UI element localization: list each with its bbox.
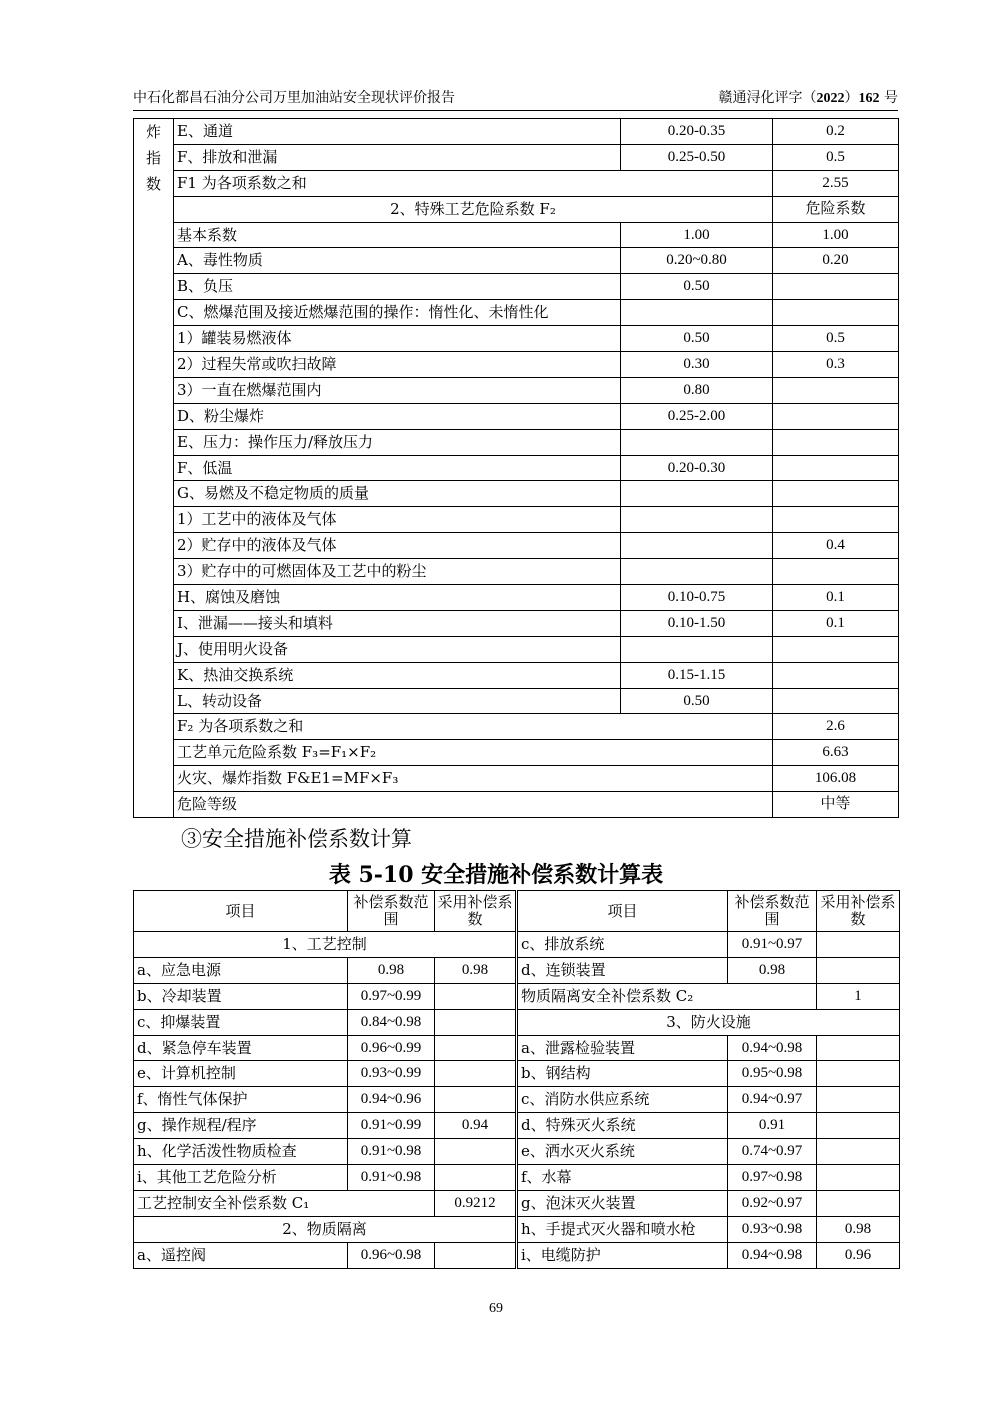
page-header <box>133 86 898 111</box>
table-row <box>134 455 899 481</box>
measure-range: 0.94~0.97 <box>728 1087 817 1113</box>
table-row <box>134 740 899 766</box>
measure-adopted <box>817 1113 900 1139</box>
table-row <box>134 119 899 145</box>
table-row <box>134 1009 900 1035</box>
table-row <box>134 1035 900 1061</box>
coefficient-range: 0.50 <box>621 274 773 300</box>
table-row <box>134 688 899 714</box>
coefficient-range: 0.10-1.50 <box>621 610 773 636</box>
measure-adopted <box>435 1009 517 1035</box>
measure-range: 0.91 <box>728 1113 817 1139</box>
item-name: L、转动设备 <box>174 688 621 714</box>
measure-name: b、钢结构 <box>517 1061 728 1087</box>
measure-adopted <box>435 1165 517 1191</box>
item-name: 2）贮存中的液体及气体 <box>174 533 621 559</box>
measure-name: h、化学活泼性物质检查 <box>134 1139 348 1165</box>
table-row <box>134 144 899 170</box>
measure-name: c、抑爆装置 <box>134 1009 348 1035</box>
measure-range: 0.95~0.98 <box>728 1061 817 1087</box>
measure-name: g、泡沫灭火装置 <box>517 1190 728 1216</box>
measure-name: d、连锁装置 <box>517 957 728 983</box>
measure-adopted <box>435 1087 517 1113</box>
table-row <box>134 377 899 403</box>
coefficient-value: 0.5 <box>773 326 899 352</box>
item-name: 2）过程失常或吹扫故障 <box>174 352 621 378</box>
table-row <box>134 222 899 248</box>
coefficient-value <box>773 481 899 507</box>
coefficient-range: 0.20-0.35 <box>621 119 773 145</box>
table-row <box>134 792 899 818</box>
measure-name: i、其他工艺危险分析 <box>134 1165 348 1191</box>
coefficient-value <box>773 507 899 533</box>
measure-adopted <box>435 1061 517 1087</box>
measure-range: 0.84~0.98 <box>348 1009 435 1035</box>
table-row <box>134 274 899 300</box>
coefficient-range: 0.80 <box>621 377 773 403</box>
coefficient-value <box>773 377 899 403</box>
measure-name: d、特殊灭火系统 <box>517 1113 728 1139</box>
measure-range: 0.91~0.99 <box>348 1113 435 1139</box>
measure-adopted <box>817 1139 900 1165</box>
coefficient-range <box>621 507 773 533</box>
table-row <box>134 300 899 326</box>
item-name: 3）贮存中的可燃固体及工艺中的粉尘 <box>174 559 621 585</box>
measure-adopted <box>817 1061 900 1087</box>
measure-range: 0.94~0.98 <box>728 1242 817 1268</box>
coefficient-range: 0.30 <box>621 352 773 378</box>
measure-range: 0.94~0.96 <box>348 1087 435 1113</box>
measure-adopted <box>435 1139 517 1165</box>
table-row <box>134 429 899 455</box>
item-name: B、负压 <box>174 274 621 300</box>
measure-range: 0.91~0.98 <box>348 1139 435 1165</box>
item-name: C、燃爆范围及接近燃爆范围的操作：惰性化、未惰性化 <box>174 300 621 326</box>
item-name: F、排放和泄漏 <box>174 144 621 170</box>
header-item: 项目 <box>517 891 728 932</box>
table-row <box>134 1190 900 1216</box>
item-name: 1）工艺中的液体及气体 <box>174 507 621 533</box>
table-row <box>134 585 899 611</box>
coefficient-value: 0.2 <box>773 119 899 145</box>
measure-adopted <box>435 983 517 1009</box>
measure-range: 0.91~0.98 <box>348 1165 435 1191</box>
header-range: 补偿系数范围 <box>348 891 435 932</box>
item-name: E、通道 <box>174 119 621 145</box>
table-row <box>134 610 899 636</box>
table-row <box>134 636 899 662</box>
table-row <box>134 481 899 507</box>
measure-name: g、操作规程/程序 <box>134 1113 348 1139</box>
measure-adopted <box>435 1242 517 1268</box>
measure-adopted: 0.94 <box>435 1113 517 1139</box>
coefficient-value <box>773 300 899 326</box>
item-name: H、腐蚀及磨蚀 <box>174 585 621 611</box>
header-item: 项目 <box>134 891 348 932</box>
coefficient-value: 1.00 <box>773 222 899 248</box>
coefficient-value: 2.6 <box>773 714 899 740</box>
coefficient-value: 106.08 <box>773 766 899 792</box>
coefficient-range: 0.20~0.80 <box>621 248 773 274</box>
measure-name: a、遥控阀 <box>134 1242 348 1268</box>
item-name: F、低温 <box>174 455 621 481</box>
safety-compensation-table <box>133 890 900 1269</box>
table-row <box>134 662 899 688</box>
coefficient-value: 中等 <box>773 792 899 818</box>
side-label-char: 数 <box>145 175 161 193</box>
measure-adopted: 0.96 <box>817 1242 900 1268</box>
table-row <box>134 170 899 196</box>
header-range: 补偿系数范围 <box>728 891 817 932</box>
coefficient-range <box>621 481 773 507</box>
item-name: G、易燃及不稳定物质的质量 <box>174 481 621 507</box>
coefficient-value <box>773 559 899 585</box>
group-heading: 3、防火设施 <box>517 1009 900 1035</box>
group-heading: 1、工艺控制 <box>134 932 517 958</box>
subtotal-label: 物质隔离安全补偿系数 C₂ <box>517 983 817 1009</box>
measure-name: h、手提式灭火器和喷水枪 <box>517 1216 728 1242</box>
table-row <box>134 352 899 378</box>
coefficient-value <box>773 403 899 429</box>
table-row <box>134 1061 900 1087</box>
measure-adopted <box>435 1035 517 1061</box>
measure-name: c、消防水供应系统 <box>517 1087 728 1113</box>
measure-range: 0.94~0.98 <box>728 1035 817 1061</box>
coefficient-range <box>621 533 773 559</box>
item-name: I、泄漏——接头和填料 <box>174 610 621 636</box>
report-title: 中石化都昌石油分公司万里加油站安全现状评价报告 <box>133 90 455 106</box>
coefficient-value: 0.20 <box>773 248 899 274</box>
page-number: 69 <box>489 1301 503 1316</box>
item-name: 火灾、爆炸指数 F&E1=MF×F₃ <box>174 766 773 792</box>
coefficient-range <box>621 559 773 585</box>
coefficient-value: 危险系数 <box>773 196 899 222</box>
measure-range: 0.97~0.99 <box>348 983 435 1009</box>
report-number: 赣通浔化评字（2022）162 号 <box>718 90 898 106</box>
fire-explosion-index-table <box>133 118 899 818</box>
measure-adopted: 0.98 <box>817 1216 900 1242</box>
table-row <box>134 1139 900 1165</box>
measure-name: e、计算机控制 <box>134 1061 348 1087</box>
measure-range: 0.97~0.98 <box>728 1165 817 1191</box>
table-row <box>134 248 899 274</box>
section-title: ③安全措施补偿系数计算 <box>181 827 412 851</box>
measure-range: 0.74~0.97 <box>728 1139 817 1165</box>
measure-name: e、洒水灭火系统 <box>517 1139 728 1165</box>
coefficient-value <box>773 636 899 662</box>
table-row <box>134 1087 900 1113</box>
coefficient-range: 0.15-1.15 <box>621 662 773 688</box>
measure-range: 0.98 <box>348 957 435 983</box>
coefficient-value <box>773 274 899 300</box>
item-name: 2、特殊工艺危险系数 F₂ <box>174 196 773 222</box>
item-name: K、热油交换系统 <box>174 662 621 688</box>
measure-range: 0.91~0.97 <box>728 932 817 958</box>
coefficient-range <box>621 636 773 662</box>
table-row <box>134 1165 900 1191</box>
subtotal-label: 工艺控制安全补偿系数 C₁ <box>134 1190 435 1216</box>
measure-name: d、紧急停车装置 <box>134 1035 348 1061</box>
measure-name: b、冷却装置 <box>134 983 348 1009</box>
coefficient-range: 0.25-0.50 <box>621 144 773 170</box>
measure-range: 0.93~0.98 <box>728 1216 817 1242</box>
coefficient-value: 0.3 <box>773 352 899 378</box>
coefficient-value <box>773 429 899 455</box>
table-row <box>134 957 900 983</box>
measure-adopted: 0.98 <box>435 957 517 983</box>
coefficient-value <box>773 688 899 714</box>
item-name: D、粉尘爆炸 <box>174 403 621 429</box>
item-name: 1）罐装易燃液体 <box>174 326 621 352</box>
measure-name: c、排放系统 <box>517 932 728 958</box>
coefficient-value: 0.1 <box>773 610 899 636</box>
measure-range: 0.96~0.98 <box>348 1242 435 1268</box>
coefficient-range <box>621 429 773 455</box>
measure-adopted <box>817 1087 900 1113</box>
table-row <box>134 403 899 429</box>
item-name: F₂ 为各项系数之和 <box>174 714 773 740</box>
coefficient-value: 0.4 <box>773 533 899 559</box>
coefficient-range: 1.00 <box>621 222 773 248</box>
measure-name: i、电缆防护 <box>517 1242 728 1268</box>
table-row <box>134 766 899 792</box>
header-adopt: 采用补偿系数 <box>817 891 900 932</box>
item-name: 3）一直在燃爆范围内 <box>174 377 621 403</box>
subtotal-value: 0.9212 <box>435 1190 517 1216</box>
coefficient-value <box>773 662 899 688</box>
table-row <box>134 196 899 222</box>
table-row <box>134 1113 900 1139</box>
coefficient-range: 0.10-0.75 <box>621 585 773 611</box>
measure-range: 0.92~0.97 <box>728 1190 817 1216</box>
measure-name: a、泄露检验装置 <box>517 1035 728 1061</box>
side-label-cell <box>134 119 174 818</box>
coefficient-value: 0.5 <box>773 144 899 170</box>
coefficient-value <box>773 455 899 481</box>
measure-range: 0.96~0.99 <box>348 1035 435 1061</box>
coefficient-value: 0.1 <box>773 585 899 611</box>
table-header-row <box>134 891 900 932</box>
table-row <box>134 559 899 585</box>
measure-range: 0.98 <box>728 957 817 983</box>
coefficient-range <box>621 300 773 326</box>
coefficient-range: 0.50 <box>621 326 773 352</box>
table-row <box>134 1216 900 1242</box>
table-row <box>134 533 899 559</box>
coefficient-range: 0.50 <box>621 688 773 714</box>
side-label-char: 炸 <box>145 123 161 141</box>
coefficient-range: 0.25-2.00 <box>621 403 773 429</box>
table-row <box>134 507 899 533</box>
item-name: A、毒性物质 <box>174 248 621 274</box>
item-name: 工艺单元危险系数 F₃=F₁×F₂ <box>174 740 773 766</box>
item-name: E、压力：操作压力/释放压力 <box>174 429 621 455</box>
measure-adopted <box>817 1035 900 1061</box>
item-name: 基本系数 <box>174 222 621 248</box>
measure-name: f、惰性气体保护 <box>134 1087 348 1113</box>
measure-name: f、水幕 <box>517 1165 728 1191</box>
subtotal-value: 1 <box>817 983 900 1009</box>
item-name: F1 为各项系数之和 <box>174 170 773 196</box>
item-name: 危险等级 <box>174 792 773 818</box>
coefficient-range: 0.20-0.30 <box>621 455 773 481</box>
measure-range: 0.93~0.99 <box>348 1061 435 1087</box>
table-row <box>134 714 899 740</box>
table-row <box>134 983 900 1009</box>
table-row <box>134 932 900 958</box>
item-name: J、使用明火设备 <box>174 636 621 662</box>
measure-adopted <box>817 1190 900 1216</box>
coefficient-value: 6.63 <box>773 740 899 766</box>
measure-adopted <box>817 932 900 958</box>
table-caption: 表 5-10 安全措施补偿系数计算表 <box>328 862 664 888</box>
measure-name: a、应急电源 <box>134 957 348 983</box>
measure-adopted <box>817 1165 900 1191</box>
measure-adopted <box>817 957 900 983</box>
header-adopt: 采用补偿系数 <box>435 891 517 932</box>
coefficient-value: 2.55 <box>773 170 899 196</box>
side-label-char: 指 <box>145 149 161 167</box>
table-row <box>134 326 899 352</box>
group-heading: 2、物质隔离 <box>134 1216 517 1242</box>
table-row <box>134 1242 900 1268</box>
